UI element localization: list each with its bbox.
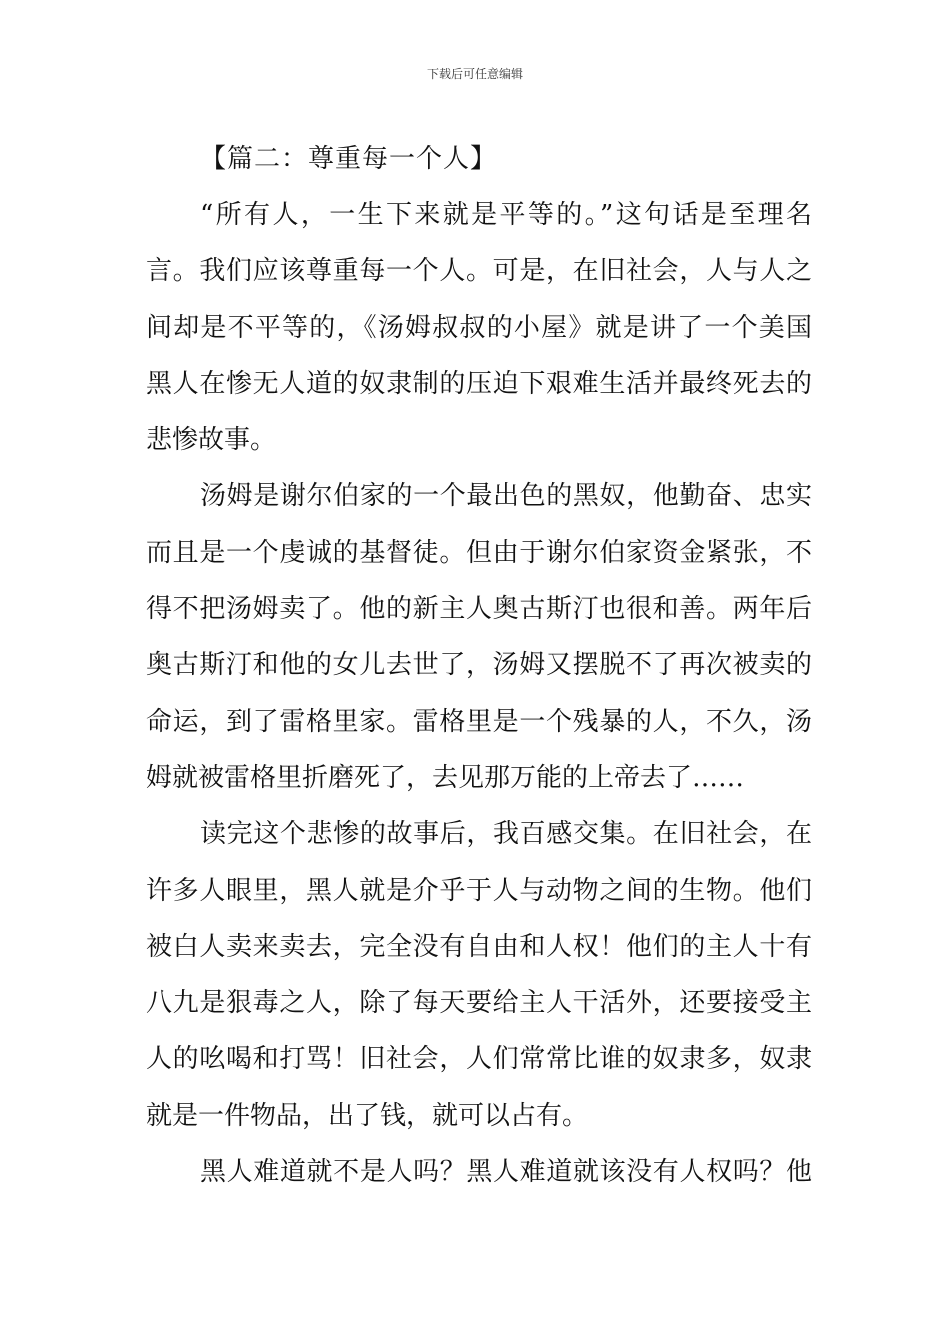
paragraph-line: 而且是一个虔诚的基督徒。但由于谢尔伯家资金紧张，不 [146,537,812,568]
paragraph [146,187,812,468]
paragraph-line: 被白人卖来卖去，完全没有自由和人权！他们的主人十有 [146,931,812,962]
paragraph-line: 许多人眼里，黑人就是介乎于人与动物之间的生物。他们 [146,875,812,906]
paragraph-line: 悲惨故事。 [146,425,277,456]
paragraph [146,1144,812,1200]
paragraph-line: 读完这个悲惨的故事后，我百感交集。在旧社会，在 [200,819,812,850]
paragraph-line: “所有人，一生下来就是平等的。”这句话是至理名 [200,200,812,230]
paragraph-line: 得不把汤姆卖了。他的新主人奥古斯汀也很和善。两年后 [146,594,812,625]
paragraph [146,468,812,806]
paragraph-line: 黑人难道就不是人吗？黑人难道就该没有人权吗？他 [200,1157,812,1188]
paragraph-line: 人的吆喝和打骂！旧社会，人们常常比谁的奴隶多，奴隶 [146,1044,812,1075]
document-body [146,131,812,1200]
paragraph-line: 汤姆是谢尔伯家的一个最出色的黑奴，他勤奋、忠实 [200,481,812,512]
paragraph-line: 奥古斯汀和他的女儿去世了，汤姆又摆脱不了再次被卖的 [146,650,812,681]
paragraph-line: 间却是不平等的，《汤姆叔叔的小屋》就是讲了一个美国 [146,312,812,343]
paragraph-line: 就是一件物品，出了钱，就可以占有。 [146,1100,589,1131]
paragraph [146,806,812,1144]
section-title: 【篇二：尊重每一个人】 [200,144,498,174]
paragraph-line: 八九是狠毒之人，除了每天要给主人干活外，还要接受主 [146,988,812,1019]
page-header-note: 下载后可任意编辑 [426,67,523,81]
paragraph-line: 黑人在惨无人道的奴隶制的压迫下艰难生活并最终死去的 [146,368,812,399]
paragraph-line: 言。我们应该尊重每一个人。可是，在旧社会，人与人之 [146,256,812,287]
paragraph-line: 命运，到了雷格里家。雷格里是一个残暴的人，不久，汤 [146,706,812,737]
paragraph-line: 姆就被雷格里折磨死了，去见那万能的上帝去了…… [146,762,745,793]
